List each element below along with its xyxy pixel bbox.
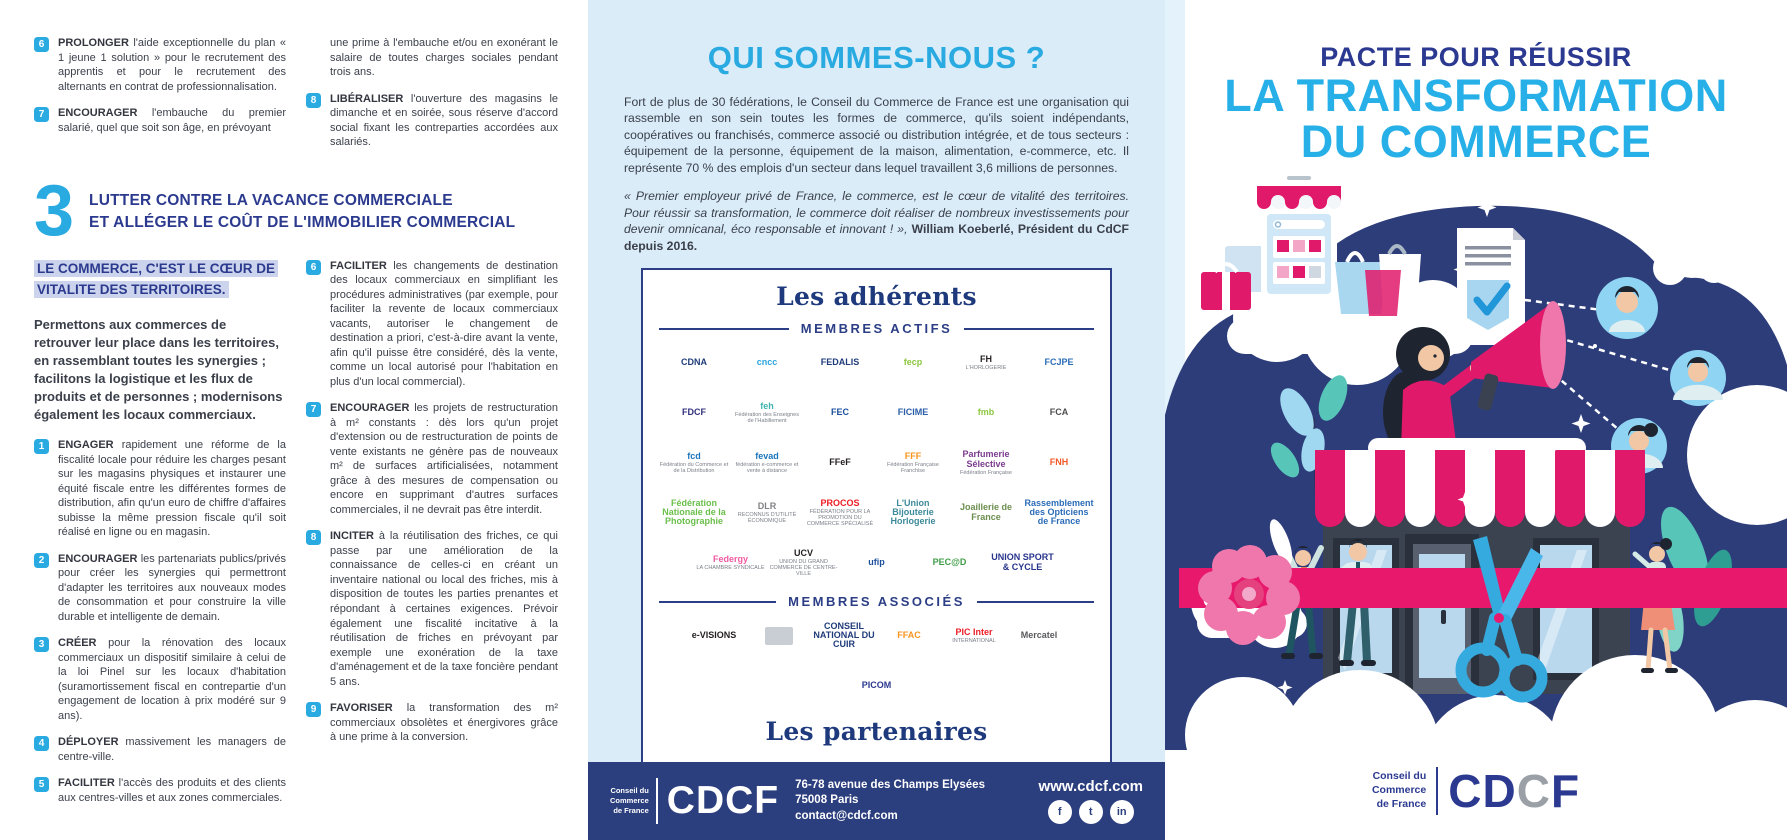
measure-item [306,259,558,390]
cdcf-logo-letter: C [1448,765,1483,817]
measure-item [306,401,558,517]
measure-text: les changements de destination des locaux commerciaux en simplifiant les procédures administratives (par exemple, pour faciliter la revente de locaux commerciaux vacants, autoriser le changement de destination a priori, c'est-à-dire avant la vente, afin qu'il puisse être considéré, dès la vente, comme un local autorisé pour l'habitation en plus d'un local commercial). [330,259,558,388]
left-panel [0,0,588,840]
section-title: LUTTER CONTRE LA VACANCE COMMERCIALE ET ALLÉGER LE COÛT DE L'IMMOBILIER COMMERCIAL [89,191,516,231]
member-logo: CDNA [681,357,707,367]
member-logo: CONSEIL NATIONAL DU CUIR [813,620,875,650]
cover-illustration [1165,150,1787,840]
measure-continuation: une prime à l'embauche et/ou en exonérant le salaire de toutes charges sociales pendant trois ans. [330,37,558,79]
avatar-1 [1596,277,1658,339]
membres-actifs-divider: MEMBRES ACTIFS [659,321,1094,336]
measure-text: l'embauche du premier salarié, quel que soit son âge, en prévoyant [58,107,286,134]
member-logo: DLR RECONNUS D'UTILITÉ ÉCONOMIQUE [737,500,797,525]
measure-number-badge: 3 [34,637,49,652]
member-logo: feh Fédération des Enseignes de l'Habillement [735,400,799,425]
top-measures-grid [34,36,558,162]
member-logo: Rassemblement des Opticiens de France [1024,497,1094,527]
phone-shop [1257,168,1341,300]
member-logo: FFAC [897,630,921,640]
measure-text: massivement les managers de centre-ville. [58,736,286,763]
member-logo: fevad fédération e-commerce et vente à distance [735,450,799,475]
measure-number-badge: 7 [34,107,49,122]
who-are-we-title: QUI SOMMES-NOUS ? [707,40,1046,75]
measure-keyword: FACILITER [58,777,115,790]
membres-actifs-logos [657,342,1096,584]
measure-item [34,776,286,805]
cloud-top-right [1653,234,1729,285]
member-logo: FH L'HORLOGERIE [965,353,1007,372]
member-logo: PIC Inter INTERNATIONAL [952,626,996,645]
measure-text: l'aide exceptionnelle du plan « 1 jeune 1 solution » pour le recrutement des apprentis et pour le recrutement des alternants en contrat de professionnalisation. [58,37,286,93]
measure-number-badge: 8 [306,530,321,545]
cdcf-logo-letter: F [1550,765,1581,817]
cdcf-logo-cover [1165,764,1787,818]
address-line: 75008 Paris [795,794,859,807]
website-link[interactable]: www.cdcf.com [1038,778,1143,795]
cover-title-line3: DU COMMERCE [1300,115,1652,167]
contact-email[interactable]: contact@cdcf.com [795,809,898,822]
measure-item [34,438,286,540]
member-logo: ufip [868,557,885,567]
section-3-header [34,170,558,251]
membres-associes-logos [657,615,1096,707]
member-logo: Joaillerie de France [959,502,1013,522]
cdcf-logo-white: CDCF [666,779,780,822]
cdcf-logo-smalltext: Conseil du Commerce de France [1371,770,1427,810]
social-icon[interactable]: in [1110,800,1134,824]
social-icon[interactable]: t [1079,800,1103,824]
cdcf-logo-smalltext: Conseil du Commerce de France [610,786,649,815]
membres-associes-divider: MEMBRES ASSOCIÉS [659,594,1094,609]
section-intro: Permettons aux commerces de retrouver leur place dans les territoires, en rassemblant toutes les synergies ; facilitons la logistique et les flux de produits et de personnes ; modernisons également les locaux commerciaux. [34,317,283,423]
partenaires-title: Les partenaires [765,717,988,747]
measure-number-badge: 6 [306,260,321,275]
member-logo: FCJPE [1044,357,1074,367]
social-icon[interactable]: f [1048,800,1072,824]
measure-number-badge: 1 [34,439,49,454]
measure-keyword: ENCOURAGER [330,402,410,415]
member-logo: PROCOS FÉDÉRATION POUR LA PROMOTION DU COMMERCE SPÉCIALISÉ [806,497,874,528]
footer-band [588,762,1165,840]
member-logo: FEDALIS [820,357,860,367]
member-logo: fecp [903,357,923,367]
member-logo: PEC@D [932,557,967,567]
web-block [1039,778,1143,824]
measure-keyword: ENCOURAGER [58,552,138,565]
measure-item [34,735,286,764]
members-box [641,268,1112,806]
measure-keyword: FACILITER [330,259,387,272]
measure-item [34,636,286,723]
member-logo: FFeF [829,457,851,467]
cdcf-logo-letter: C [1516,765,1551,817]
president-quote: « Premier employeur privé de France, le commerce, est le cœur de vitalité des territoires. Pour réussir sa transformation, le commerce doit réaliser de nombreux investissements pour devenir omnicanal, éco responsable et innovant ! », William Koeberlé, Président du CdCF depuis 2016. [624,189,1130,253]
cdcf-logo-letters [1448,764,1580,818]
middle-panel [588,0,1165,840]
member-logo: FICIME [897,407,929,417]
member-logo: FCA [1049,407,1069,417]
member-logo: Parfumerie Sélective Fédération Française [960,449,1012,477]
measure-text: l'ouverture des magasins le dimanche et en soirée, sous réserve d'accord social fixant les contreparties accordées aux salariés. [330,92,559,149]
measure-number-badge: 7 [306,402,321,417]
member-logo: FFF Fédération Française Franchise [887,450,939,475]
member-logo: Federgy LA CHAMBRE SYNDICALE [696,553,765,572]
highlight-lead: LE COMMERCE, C'EST LE CŒUR DE VITALITE DES TERRITOIRES. [34,260,278,298]
measure-keyword: INCITER [330,530,374,543]
member-logo: FDCF [682,407,706,417]
member-logo [748,615,810,657]
measure-number-badge: 8 [306,93,321,108]
cdcf-logo-letter: D [1482,765,1517,817]
measure-number-badge: 6 [34,37,49,52]
member-logo: L'Union Bijouterie Horlogerie [890,497,936,527]
member-logo: Fédération Nationale de la Photographie [662,497,726,527]
section-3-content [34,259,558,818]
measure-keyword: CRÉER [58,637,97,650]
measure-text: pour la rénovation des locaux commerciaux un dispositif similaire à celui de la loi Pinel sur les locaux d'habitation (suramortissement fiscal en contrepartie d'un engagement de location à prix modéré sur 9 ans). [58,637,286,722]
measure-text: les projets de restructuration à m² constants : dès lors qu'un projet d'extension ou de restructuration de points de vente existants ne génère pas de nouveaux m² de surfaces artificialisées, notamment grâce à des mesures de compensation ou encore en supprimant d'autres surfaces commerciales, il ne devrait pas être interdit. [330,402,558,516]
member-logo: FEC [831,407,849,417]
measure-item [306,529,558,689]
measure-keyword: FAVORISER [330,702,393,715]
measure-keyword: PROLONGER [58,37,129,49]
member-logo: fcd Fédération du Commerce et de la Distribution [659,450,729,475]
measure-number-badge: 2 [34,553,49,568]
member-logo: Mercatel [1020,630,1058,640]
logo-divider-bar [656,778,658,824]
cover-title-line1: PACTE POUR RÉUSSIR [1320,42,1632,72]
measure-text: à la réutilisation des friches, ce qui passe par une amélioration de la connaissance de celles-ci en créant un inventaire national ou local des friches, mis à disposition de toutes les parties prenantes et répondant à certaines exigences. Prévoir également une fiscalité incitative à la réutilisation de friches en prévoyant par exemple une exonération de la taxe d'aménagement et de la taxe foncière pendant 5 ans. [330,530,558,688]
measure-item [34,36,286,94]
measure-keyword: LIBÉRALISER [330,92,404,105]
member-logo: fmb [977,407,995,417]
store-awning [1315,450,1645,527]
cover-title-line2: LA TRANSFORMATION [1224,70,1728,121]
address-block [795,778,1038,824]
avatar-2 [1670,350,1726,406]
quote-author: William Koeberlé, Président du CdCF depuis 2016. [624,222,1130,253]
who-are-we-paragraph: Fort de plus de 30 fédérations, le Conseil du Commerce de France est une organisation qui rassemble en son sein toutes les formes de commerce, qu'ils soient indépendants, coopératives ou franchisés, commerce associé ou distribution intégrée, et de tous secteurs : équipement de la personne, équipement de la maison, alimentation, e-commerce, etc. Il représente 70 % des emplois d'un secteur dans lequel travaillent 3,6 millions de personnes. [624,95,1129,175]
logo-divider-bar [1436,767,1438,815]
measure-text: l'accès des produits et des clients aux centres-villes et aux zones commerciales. [58,777,286,804]
measure-item [34,552,286,625]
section-col-left [34,259,286,818]
top-col-left [34,36,286,162]
section-number: 3 [34,170,75,251]
member-logo: cncc [756,357,778,367]
measure-text: les partenariats publics/privés pour créer les synergies qui permettront d'adapter les territoires aux nouveaux modes de consommation et pour construire la ville durable et intelligente de demain. [58,552,286,623]
measure-text: rapidement une réforme de la fiscalité locale pour réduire les charges pesant sur les magasins physiques et instaurer une équité fiscale entre les différentes formes de distribution, afin qu'un euro de chiffre d'affaires subisse la même pression fiscale qu'il soit réalisé en ligne ou en magasin. [58,439,286,539]
measure-keyword: ENGAGER [58,439,114,452]
member-logo: FNH [1049,457,1069,467]
member-logo: e-VISIONS [691,630,737,640]
member-logo: PICOM [861,680,892,690]
measure-text: la transformation des m² commerciaux obsolètes et énergivores grâce à une prime à la conversion. [330,702,558,744]
measure-number-badge: 9 [306,702,321,717]
top-col-right [306,36,558,162]
measure-item [306,92,558,150]
measure-keyword: DÉPLOYER [58,736,119,749]
document-checkmark [1457,228,1525,345]
measure-number-badge: 4 [34,736,49,751]
adherents-title: Les adhérents [776,282,977,312]
address-line: 76-78 avenue des Champs Elysées [795,779,985,792]
cover-title [1165,42,1787,165]
right-panel [1165,0,1787,840]
measure-item [306,701,558,745]
member-logo: UNION SPORT & CYCLE [991,552,1054,572]
member-logo: UCV UNION DU GRAND COMMERCE DE CENTRE-VILLE [769,547,838,578]
section-col-right [306,259,558,818]
measure-item [34,106,286,135]
social-icons [1039,800,1143,824]
measure-number-badge: 5 [34,777,49,792]
measure-keyword: ENCOURAGER [58,107,138,120]
